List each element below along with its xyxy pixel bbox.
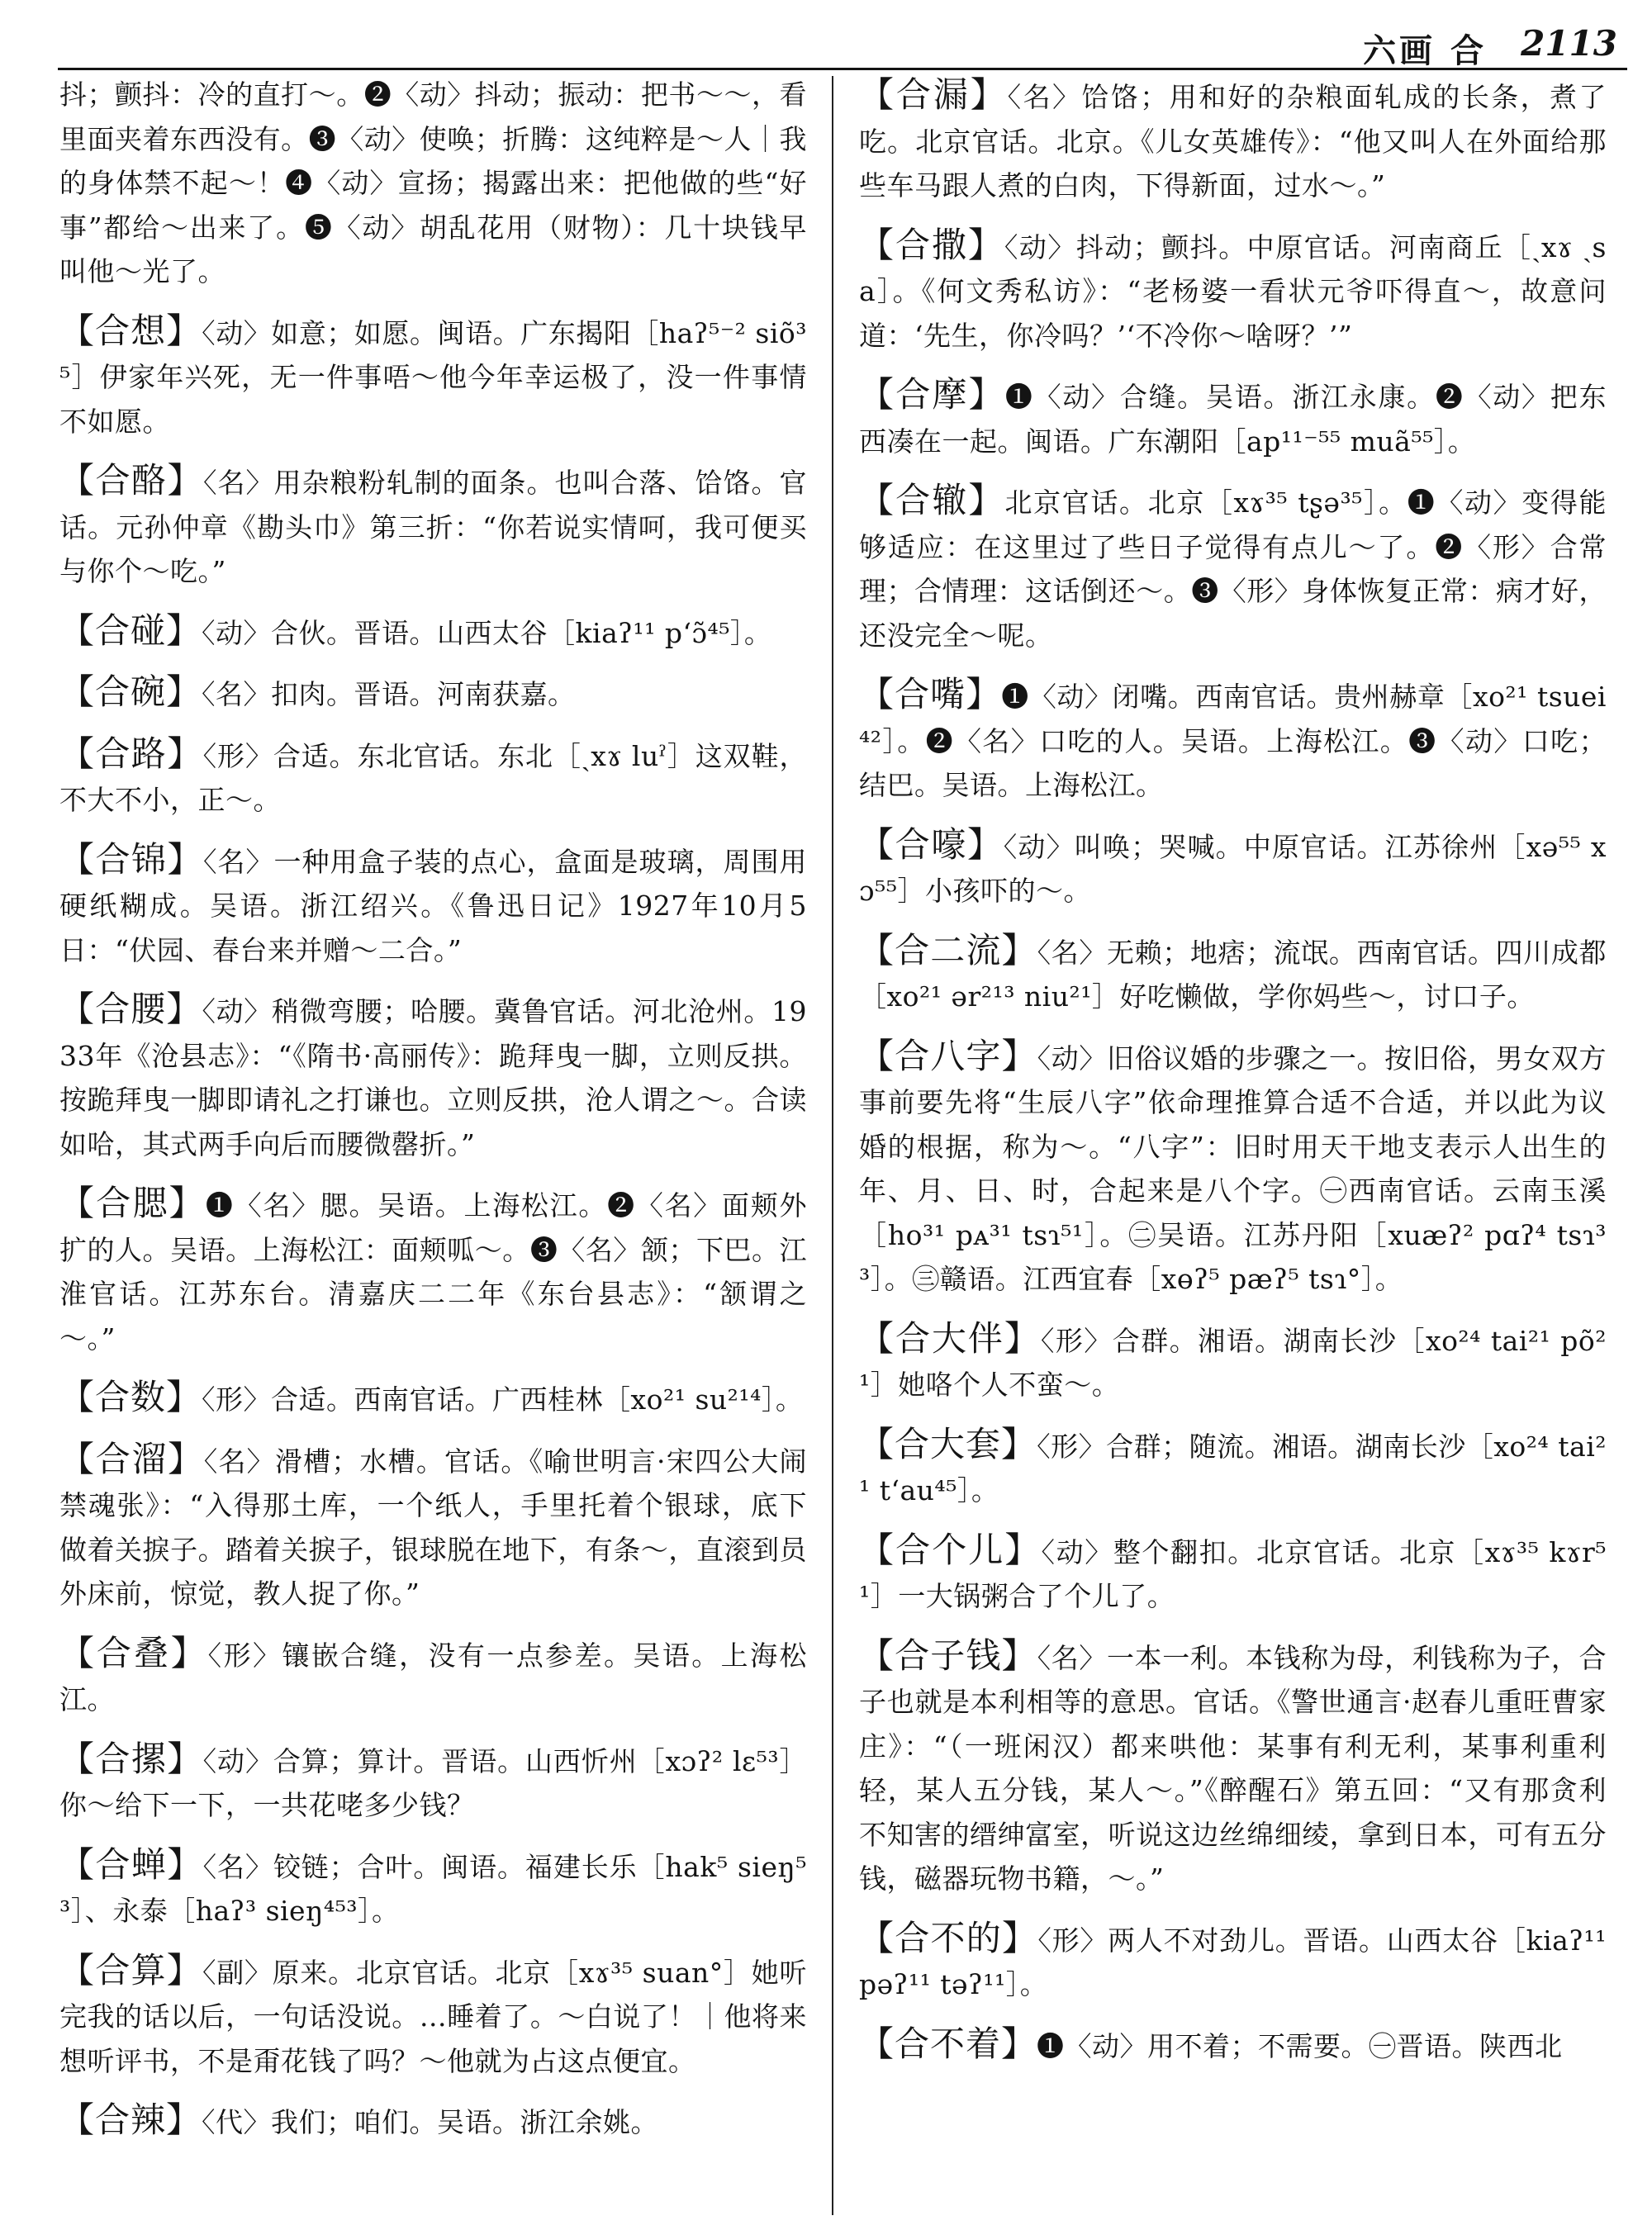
running-head: 六画 合 bbox=[1363, 31, 1487, 70]
entry-headword: 【合子钱】 bbox=[859, 1635, 1037, 1676]
dictionary-entry bbox=[59, 837, 807, 973]
entry-headword: 【合不着】 bbox=[859, 2023, 1037, 2064]
entry-definition: ❶〈动〉闭嘴。西南官话。贵州赫章［xo²¹ tsuei⁴²］。❷〈名〉口吃的人。吴语。上海松江。❸〈动〉口吃；结巴。吴语。上海松江。 bbox=[859, 681, 1607, 801]
entry-definition: 〈动〉整个翻扣。北京官话。北京［xɤ³⁵ kɤr⁵¹］一大锅粥合了个儿了。 bbox=[859, 1535, 1607, 1612]
dictionary-entry bbox=[59, 309, 807, 444]
entry-headword: 【合碗】 bbox=[59, 671, 202, 712]
entry-headword: 【合锦】 bbox=[59, 838, 203, 880]
entry-definition: 〈动〉合算；算计。晋语。山西忻州［xɔʔ² lɛ⁵³］你～给下一下，一共花咾多少钱？ bbox=[59, 1744, 807, 1821]
column-divider bbox=[832, 76, 833, 2215]
dictionary-entry bbox=[859, 1916, 1607, 2007]
entry-headword: 【合漏】 bbox=[859, 74, 1008, 115]
entry-definition: 〈名〉滑槽；水槽。官话。《喻世明言·宋四公大闹禁魂张》：“入得那土库，一个纸人，手里托着个银球，底下做着关捩子。踏着关捩子，银球脱在地下，有条～，直滚到员外床前，惊觉，教人捉了你。” bbox=[59, 1445, 807, 1610]
entry-definition: 〈形〉两人不对劲儿。晋语。山西太谷［kiaʔ¹¹ pəʔ¹¹ təʔ¹¹］。 bbox=[859, 1924, 1607, 2000]
dictionary-entry bbox=[59, 458, 807, 594]
dictionary-entry bbox=[59, 1948, 807, 2084]
dictionary-entry bbox=[859, 478, 1607, 657]
entry-headword: 【合辣】 bbox=[59, 2100, 202, 2140]
entry-definition: ❶〈动〉用不着；不需要。㊀晋语。陕西北 bbox=[1037, 2029, 1563, 2062]
left-entry-list bbox=[59, 309, 807, 2145]
dictionary-entry bbox=[59, 732, 807, 823]
entry-headword: 【合想】 bbox=[59, 310, 202, 351]
entry-definition: 〈名〉铰链；合叶。闽语。福建长乐［hak⁵ sieŋ⁵³］、永泰［haʔ³ sieŋ⁴⁵³］。 bbox=[59, 1850, 807, 1927]
dictionary-entry bbox=[59, 1181, 807, 1360]
entry-definition: 〈形〉合适。东北官话。东北［ˏxɤ luˀ］这双鞋，不大不小，正～。 bbox=[59, 739, 807, 816]
entry-headword: 【合摞】 bbox=[59, 1738, 203, 1779]
entry-headword: 【合大伴】 bbox=[859, 1317, 1041, 1359]
page-number: 2113 bbox=[1521, 23, 1617, 64]
dictionary-entry bbox=[59, 1375, 807, 1422]
entry-headword: 【合叠】 bbox=[59, 1632, 208, 1673]
entry-definition: 〈名〉无赖；地痞；流氓。西南官话。四川成都［xo²¹ ər²¹³ niu²¹］好吃懒做，学你妈些～，讨口子。 bbox=[859, 936, 1607, 1013]
entry-definition: 〈形〉合群；随流。湘语。湖南长沙［xo²⁴ tai²¹ t‘au⁴⁵］。 bbox=[859, 1430, 1607, 1506]
entry-headword: 【合酪】 bbox=[59, 460, 203, 501]
dictionary-entry bbox=[859, 823, 1607, 913]
entry-definition: 〈动〉抖动；颤抖。中原官话。河南商丘［ˏxɤ ˏsa］。《何文秀私访》：“老杨婆一看状元爷吓得直～，故意问道：‘先生，你冷吗？’‘不冷你～啥呀？’” bbox=[859, 230, 1607, 352]
entry-definition: ❶〈动〉合缝。吴语。浙江永康。❷〈动〉把东西凑在一起。闽语。广东潮阳［ap¹¹⁻⁵⁵ muã⁵⁵］。 bbox=[859, 381, 1607, 458]
dictionary-entry bbox=[59, 1631, 807, 1722]
entry-definition: 〈名〉用杂粮粉轧制的面条。也叫合落、饸饹。官话。元孙仲章《勘头巾》第三折：“你若说实情呵，我可便买与你个～吃。” bbox=[59, 467, 807, 587]
entry-headword: 【合个儿】 bbox=[859, 1529, 1042, 1570]
entry-headword: 【合大套】 bbox=[859, 1423, 1037, 1464]
entry-headword: 【合摩】 bbox=[859, 374, 1005, 415]
dictionary-entry bbox=[59, 987, 807, 1166]
entry-headword: 【合不的】 bbox=[859, 1917, 1038, 1958]
dictionary-entry bbox=[59, 1437, 807, 1616]
dictionary-entry bbox=[859, 2022, 1607, 2069]
left-column bbox=[59, 73, 807, 2220]
dictionary-entry bbox=[859, 73, 1607, 208]
entry-headword: 【合腮】 bbox=[59, 1183, 206, 1223]
entry-definition: 〈代〉我们；咱们。吴语。浙江余姚。 bbox=[202, 2106, 659, 2138]
entry-definition: 〈动〉稍微弯腰；哈腰。冀鲁官话。河北沧州。1933年《沧县志》：“《隋书·高丽传》：跪拜曳一脚，立则反拱。按跪拜曳一脚即请礼之打谦也。立则反拱，沧人谓之～。合读如哈，其式两手向后而腰微罄折。” bbox=[59, 995, 807, 1160]
right-entry-list bbox=[859, 73, 1607, 2068]
entry-headword: 【合撒】 bbox=[859, 224, 1004, 265]
entry-headword: 【合数】 bbox=[59, 1377, 202, 1417]
dictionary-entry bbox=[59, 1737, 807, 1828]
entry-headword: 【合路】 bbox=[59, 733, 203, 774]
entry-definition: 〈动〉合伙。晋语。山西太谷［kiaʔ¹¹ p‘ɔ̃⁴⁵］。 bbox=[202, 616, 772, 649]
entry-definition: 北京官话。北京［xɤ³⁵ tʂə³⁵］。❶〈动〉变得能够适应：在这里过了些日子觉得有点儿～了。❷〈形〉合常理；合情理：这话倒还～。❸〈形〉身体恢复正常：病才好，还没完全～呢。 bbox=[859, 486, 1607, 652]
entry-definition: 〈名〉扣肉。晋语。河南获嘉。 bbox=[202, 678, 576, 710]
dictionary-entry bbox=[859, 1317, 1607, 1407]
continued-entry-text: 抖；颤抖：冷的直打～。❷〈动〉抖动；振动：把书～～，看里面夹着东西没有。❸〈动〉使唤；折腾：这纯粹是～人｜我的身体禁不起～！❹〈动〉宣扬；揭露出来：把他做的些“好事”都给～出来了。❺〈动〉胡乱花用（财物）：几十块钱早叫他～光了。 bbox=[59, 78, 807, 287]
entry-headword: 【合碰】 bbox=[59, 610, 202, 651]
right-column bbox=[859, 73, 1607, 2220]
entry-definition: 〈动〉叫唤；哭喊。中原官话。江苏徐州［xə⁵⁵ xɔ⁵⁵］小孩吓的～。 bbox=[859, 830, 1607, 907]
entry-definition: ❶〈名〉腮。吴语。上海松江。❷〈名〉面颊外扩的人。吴语。上海松江：面颊呱～。❸〈名〉颔；下巴。江淮官话。江苏东台。清嘉庆二二年《东台县志》：“颔谓之～。” bbox=[59, 1189, 807, 1355]
entry-headword: 【合辙】 bbox=[859, 480, 1005, 520]
entry-definition: 〈动〉如意；如愿。闽语。广东揭阳［haʔ⁵⁻² siõ³⁵］伊家年兴死，无一件事唔～他今年幸运极了，没一件事情不如愿。 bbox=[59, 316, 807, 438]
dictionary-entry bbox=[59, 1843, 807, 1933]
dictionary-entry bbox=[59, 609, 807, 656]
entry-definition: 〈形〉合群。湘语。湖南长沙［xo²⁴ tai²¹ põ²¹］她咯个人不蛮～。 bbox=[859, 1324, 1607, 1401]
dictionary-entry bbox=[59, 670, 807, 717]
entry-headword: 【合腰】 bbox=[59, 989, 202, 1029]
dictionary-entry bbox=[859, 1528, 1607, 1619]
entry-definition: 〈名〉一种用盒子装的点心，盒面是玻璃，周围用硬纸糊成。吴语。浙江绍兴。《鲁迅日记》1927年10月5日：“伏园、春台来并赠～二合。” bbox=[59, 845, 807, 966]
entry-definition: 〈动〉旧俗议婚的步骤之一。按旧俗，男女双方事前要先将“生辰八字”依命理推算合适不合适，并以此为议婚的根据，称为～。“八字”：旧时用天干地支表示人出生的年、月、日、时，合起来是八个字。㊀西南官话。云南玉溪［ho³¹ pᴀ³¹ tsɿ⁵¹］。㊁吴语。江苏丹阳［xuæʔ² pɑʔ⁴ tsɿ³³］。㊂赣语。江西宜春［xɵʔ⁵ pæʔ⁵ tsɿ°］。 bbox=[859, 1041, 1607, 1295]
entry-headword: 【合八字】 bbox=[859, 1035, 1037, 1076]
entry-headword: 【合溜】 bbox=[59, 1438, 204, 1479]
entry-definition: 〈名〉一本一利。本钱称为母，利钱称为子，合子也就是本利相等的意思。官话。《警世通言·赵春儿重旺曹家庄》：“（一班闲汉）都来哄他：某事有利无利，某事利重利轻，某人五分钱，某人～。”《醉醒石》第五回：“又有那贪利不知害的缙绅富室，听说这边丝绵细绫，拿到日本，可有五分钱，磁器玩物书籍，～。” bbox=[859, 1641, 1607, 1895]
dictionary-entry bbox=[859, 1634, 1607, 1901]
entry-definition: 〈副〉原来。北京官话。北京［xɤ³⁵ suan°］她听完我的话以后，一句话没说。…睡着了。～白说了！｜他将来想听评书，不是甭花钱了吗？～他就为占这点便宜。 bbox=[59, 1956, 807, 2077]
entry-headword: 【合算】 bbox=[59, 1949, 202, 1990]
dictionary-entry bbox=[859, 372, 1607, 463]
dictionary-entry bbox=[859, 223, 1607, 358]
dictionary-entry bbox=[859, 1034, 1607, 1302]
dictionary-entry bbox=[859, 1422, 1607, 1513]
dictionary-entry bbox=[859, 928, 1607, 1019]
dictionary-entry bbox=[59, 2098, 807, 2145]
entry-definition: 〈形〉合适。西南官话。广西桂林［xo²¹ su²¹⁴］。 bbox=[202, 1383, 804, 1416]
page-header bbox=[58, 18, 1627, 70]
dictionary-entry bbox=[859, 672, 1607, 808]
entry-headword: 【合二流】 bbox=[859, 929, 1037, 970]
entry-definition: 〈名〉饸饹；用和好的杂粮面轧成的长条，煮了吃。北京官话。北京。《儿女英雄传》：“他又叫人在外面给那些车马跟人煮的白肉，下得新面，过水～。” bbox=[859, 81, 1607, 202]
entry-headword: 【合蝉】 bbox=[59, 1843, 203, 1885]
entry-headword: 【合嘴】 bbox=[859, 674, 1002, 714]
entry-headword: 【合嚎】 bbox=[859, 823, 1004, 865]
entry-definition: 〈形〉镶嵌合缝，没有一点参差。吴语。上海松江。 bbox=[59, 1639, 807, 1715]
